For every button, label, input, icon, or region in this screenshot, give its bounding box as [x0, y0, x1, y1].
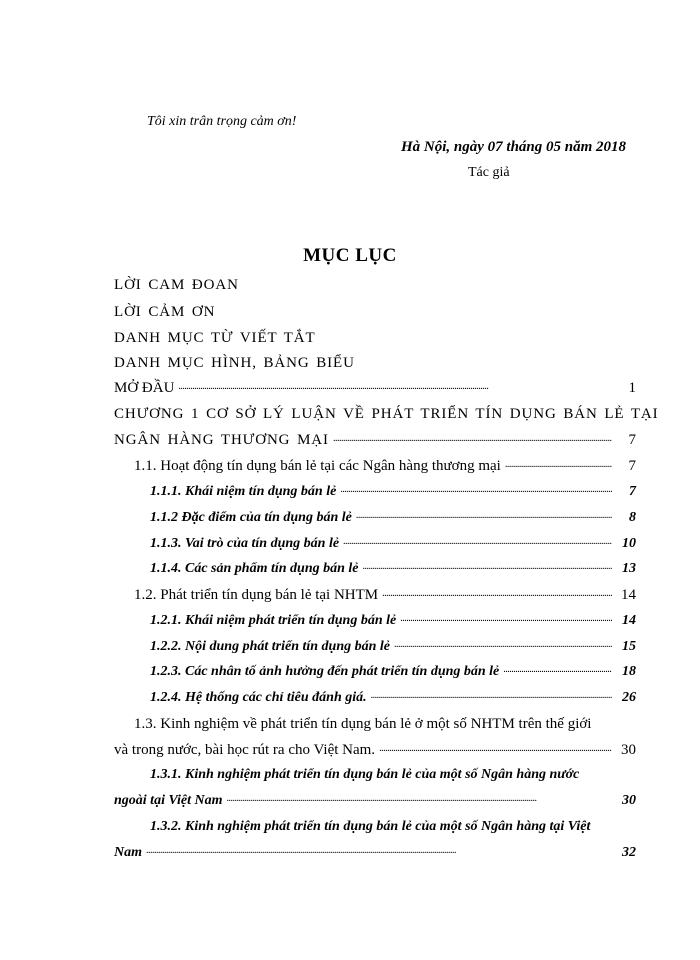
toc-entry-1-2-1	[150, 613, 636, 633]
toc-entry-label: MỞ ĐẦU	[114, 380, 175, 396]
toc-entry-1-3	[114, 742, 636, 762]
toc-title: MỤC LỤC	[303, 245, 397, 266]
toc-entry-label: NGÂN HÀNG THƯƠNG MẠI	[114, 432, 329, 448]
closing-author: Tác giả	[468, 165, 510, 180]
toc-entry-1-1-3	[150, 536, 636, 556]
toc-front-matter-3: DANH MỤC TỪ VIẾT TẮT	[114, 330, 316, 346]
toc-leader-dots	[382, 584, 612, 601]
toc-entry-label: ngoài tại Việt Nam	[114, 793, 223, 808]
toc-front-matter-4: DANH MỤC HÌNH, BẢNG BIỂU	[114, 355, 355, 371]
toc-leader-dots	[146, 842, 612, 858]
toc-entry-1-1	[134, 458, 636, 478]
toc-leader-dots	[379, 739, 612, 756]
toc-entry-1-3-2-line1: 1.3.2. Kinh nghiệm phát triển tín dụng bán lẻ của một số Ngân hàng tại Việt	[150, 819, 591, 834]
toc-page-number: 1	[628, 380, 636, 396]
toc-entry-1-2-3	[150, 664, 636, 684]
toc-leader-dots	[363, 558, 613, 574]
toc-leader-dots	[503, 661, 612, 677]
toc-entry-1-1-1	[150, 484, 636, 504]
toc-front-matter-2: LỜI CẢM ƠN	[114, 304, 216, 320]
toc-entry-chapter1	[114, 432, 636, 452]
closing-place-date: Hà Nội, ngày 07 tháng 05 năm 2018	[401, 139, 627, 155]
toc-entry-label: 1.1.1. Khái niệm tín dụng bán lẻ	[150, 484, 337, 499]
toc-page-number: 10	[622, 536, 636, 551]
toc-entry-1-1-2	[150, 510, 636, 530]
toc-entry-label: 1.1.4. Các sản phẩm tín dụng bán lẻ	[150, 561, 359, 576]
toc-entry-label: 1.1.2 Đặc điểm của tín dụng bán lẻ	[150, 510, 352, 525]
toc-leader-dots	[333, 429, 612, 446]
toc-front-matter-1: LỜI CAM ĐOAN	[114, 277, 239, 293]
toc-entry-1-2-4	[150, 690, 636, 710]
toc-page-number: 7	[628, 458, 636, 474]
toc-leader-dots	[394, 636, 612, 652]
toc-page-number: 8	[629, 510, 636, 525]
toc-page-number: 30	[622, 793, 636, 808]
toc-page-number: 13	[622, 561, 636, 576]
toc-page-number: 7	[629, 484, 636, 499]
toc-entry-1-3-1	[114, 793, 636, 813]
toc-leader-dots	[371, 687, 612, 703]
toc-leader-dots	[178, 377, 612, 394]
toc-leader-dots	[505, 455, 612, 472]
toc-entry-label: 1.2.3. Các nhân tố ảnh hưởng đến phát triển tín dụng bán lẻ	[150, 664, 500, 679]
toc-leader-dots	[400, 610, 612, 626]
toc-entry-label: 1.2.1. Khái niệm phát triển tín dụng bán lẻ	[150, 613, 397, 628]
toc-entry-1-2	[134, 587, 636, 607]
toc-entry-label: Nam	[114, 845, 142, 860]
toc-page-number: 26	[622, 690, 636, 705]
toc-page-number: 30	[621, 742, 636, 758]
toc-page-number: 14	[622, 613, 636, 628]
toc-entry-label: và trong nước, bài học rút ra cho Việt Nam.	[114, 742, 376, 758]
toc-entry-1-1-4	[150, 561, 636, 581]
toc-leader-dots	[227, 790, 612, 806]
closing-thanks: Tôi xin trân trọng cảm ơn!	[147, 114, 297, 129]
toc-page-number: 7	[628, 432, 636, 448]
toc-entry-intro	[114, 380, 636, 400]
toc-entry-label: 1.2. Phát triển tín dụng bán lẻ tại NHTM	[134, 587, 379, 603]
toc-leader-dots	[356, 507, 612, 523]
toc-leader-dots	[340, 481, 612, 497]
toc-page-number: 32	[622, 845, 636, 860]
toc-entry-label: 1.1.3. Vai trò của tín dụng bán lẻ	[150, 536, 340, 551]
toc-page-number: 15	[622, 639, 636, 654]
toc-entry-chapter1-line1: CHƯƠNG 1 CƠ SỞ LÝ LUẬN VỀ PHÁT TRIỂN TÍN DỤNG BÁN LẺ TẠI	[114, 406, 659, 422]
toc-page-number: 18	[622, 664, 636, 679]
toc-leader-dots	[343, 533, 612, 549]
toc-page-number: 14	[621, 587, 636, 603]
toc-entry-1-3-2	[114, 845, 636, 865]
toc-entry-1-2-2	[150, 639, 636, 659]
toc-entry-label: 1.2.2. Nội dung phát triển tín dụng bán lẻ	[150, 639, 391, 654]
toc-entry-1-3-1-line1: 1.3.1. Kinh nghiệm phát triển tín dụng bán lẻ của một số Ngân hàng nước	[150, 767, 580, 782]
toc-entry-1-3-line1: 1.3. Kinh nghiệm về phát triển tín dụng bán lẻ ở một số NHTM trên thế giới	[134, 716, 592, 732]
toc-entry-label: 1.2.4. Hệ thống các chỉ tiêu đánh giá.	[150, 690, 367, 705]
toc-entry-label: 1.1. Hoạt động tín dụng bán lẻ tại các Ngân hàng thương mại	[134, 458, 501, 474]
